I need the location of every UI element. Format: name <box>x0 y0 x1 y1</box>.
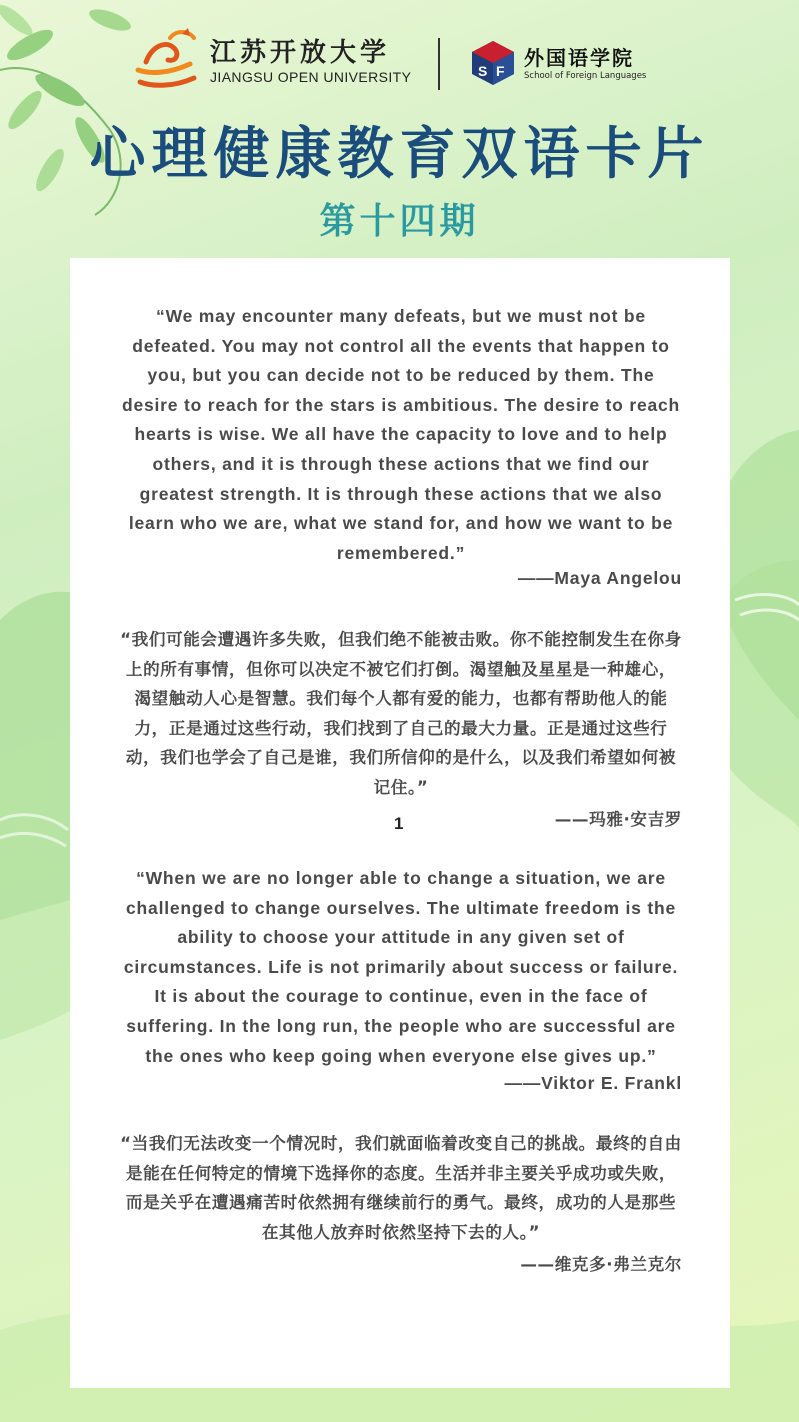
school-name-cn: 外国语学院 <box>524 46 634 70</box>
issue-number: 第十四期 <box>319 201 480 242</box>
quote-author-2: ——玛雅·安吉罗 <box>554 810 682 829</box>
quote-author-4: ——维克多·弗兰克尔 <box>520 1255 682 1274</box>
university-name <box>210 38 411 86</box>
jiangsu-open-university-logo-icon <box>132 26 202 96</box>
logo-row <box>0 26 799 96</box>
svg-text:F: F <box>496 63 505 79</box>
university-name-en: JIANGSU OPEN UNIVERSITY <box>210 69 412 85</box>
quote-en-2: “When we are no longer able to change a situation, we are challenged to change ourselves. The ultimate freedom is the ability to choose your attitude in any given set of circumstances. Life is not primarily about success or failure. It is about the courage to continue, even in the face of suffering. In the long run, the people who are successful are the ones who keep going when everyone else gives up.” <box>123 868 679 1066</box>
quote-cn-1: “我们可能会遭遇许多失败，但我们绝不能被击败。你不能控制发生在你身上的所有事情，但你可以决定不被它们打倒。渴望触及星星是一种雄心，渴望触动人心是智慧。我们每个人都有爱的能力，也都有帮助他人的能力，正是通过这些行动，我们找到了自己的最大力量。正是通过这些行动，我们也学会了自己是谁，我们所信仰的是什么，以及我们希望如何被记住。” <box>120 630 682 797</box>
page-number: 1 <box>394 814 404 833</box>
quote-cn-2: “当我们无法改变一个情况时，我们就面临着改变自己的挑战。最终的自由是能在任何特定的情境下选择你的态度。生活并非主要关乎成功或失败，而是关乎在遭遇痛苦时依然拥有继续前行的勇气。最终，成功的人是那些在其他人放弃时依然坚持下去的人。” <box>120 1134 682 1242</box>
logo-divider <box>438 38 440 90</box>
quote-card <box>70 258 730 1388</box>
quote-author-1: ——Maya Angelou <box>517 568 682 588</box>
svg-text:S: S <box>478 63 488 79</box>
quote-author-3: ——Viktor E. Frankl <box>504 1073 682 1093</box>
school-of-foreign-languages-logo-icon <box>470 40 516 86</box>
school-name <box>524 46 646 82</box>
header <box>0 0 799 260</box>
quote-en-1: “We may encounter many defeats, but we must not be defeated. You may not control all the events that happen to you, but you can decide not to be reduced by them. The desire to reach for the stars is ambitious. The desire to reach hearts is wise. We all have the capacity to love and to help others, and it is through these actions that we find our greatest strength. It is through these actions that we also learn who we are, what we stand for, and how we want to be remembered.” <box>121 306 681 563</box>
page-title: 心理健康教育双语卡片 <box>89 122 710 187</box>
university-name-cn: 江苏开放大学 <box>210 38 391 68</box>
school-name-en: School of Foreign Languages <box>524 71 647 81</box>
